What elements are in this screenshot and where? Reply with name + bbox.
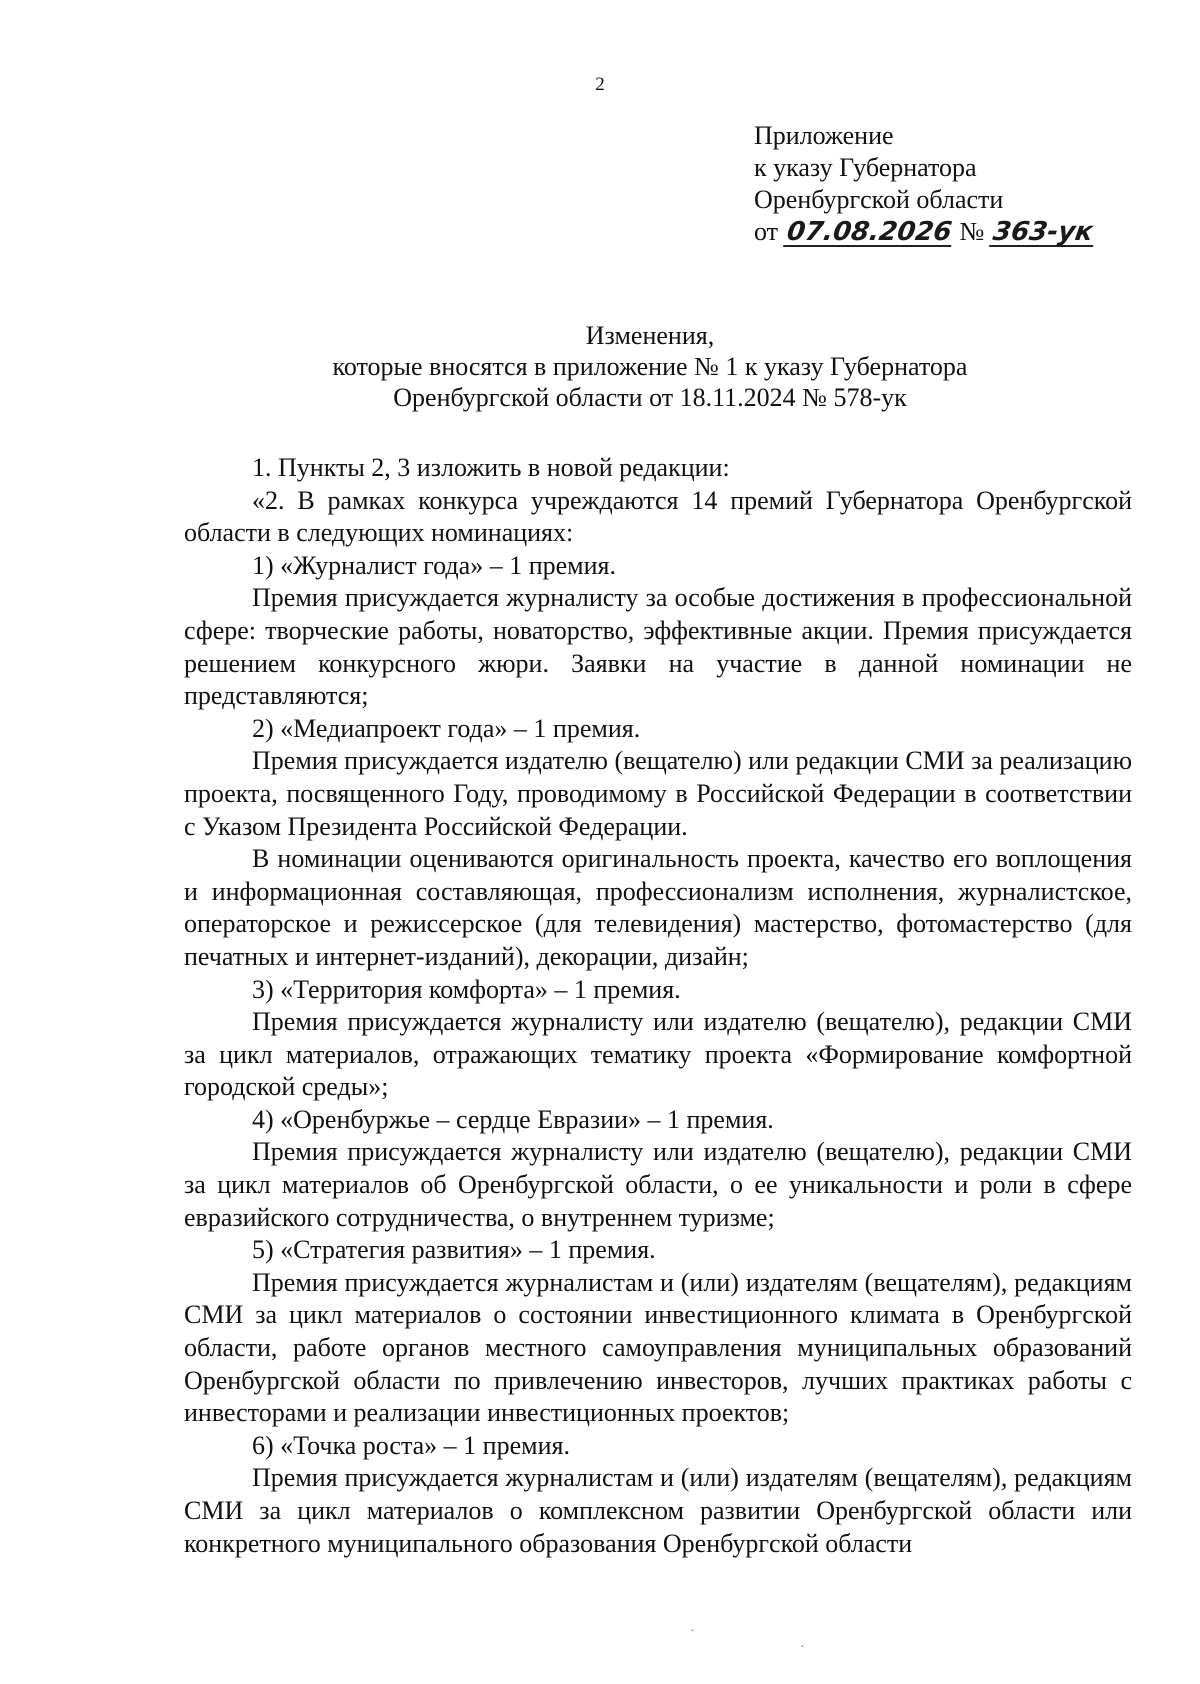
paragraph: 5) «Стратегия развития» – 1 премия. — [252, 1235, 656, 1265]
paragraph: Премия присуждается журналистам и (или) издателям (вещателям), редакциям СМИ за цикл материалов о состоянии инвестиционного климата в Оренбургской области, работе органов местного самоуправления муниципальных образований Оренбургской области по привлечению инвесторов, лучших практиках работы с инвесторами и реализации инвестиционных проектов; — [184, 1267, 1132, 1428]
scan-speck: ˊ — [690, 1628, 695, 1643]
document-title — [180, 320, 1120, 413]
paragraph: Премия присуждается журналисту или издателю (вещателю), редакции СМИ за цикл материалов об Оренбургской области, о ее уникальности и роли в сфере евразийского сотрудничества, о внутреннем туризме; — [184, 1137, 1132, 1232]
document-body — [184, 452, 1132, 1560]
paragraph: Премия присуждается журналисту или издателю (вещателю), редакции СМИ за цикл материалов, отражающих тематику проекта «Формирование комфортной городской среды»; — [184, 1007, 1132, 1102]
title-line-2: которые вносятся в приложение № 1 к указу Губернатора — [332, 352, 968, 381]
paragraph: Премия присуждается издателю (вещателю) или редакции СМИ за реализацию проекта, посвященного Году, проводимому в Российской Федерации в соответствии с Указом Президента Российской Федерации. — [184, 746, 1132, 841]
paragraph: 6) «Точка роста» – 1 премия. — [252, 1430, 570, 1460]
paragraph: 1. Пункты 2, 3 изложить в новой редакции: — [252, 453, 730, 482]
page-number: 2 — [595, 74, 605, 95]
appendix-date-line — [754, 216, 1095, 248]
number-prefix: № — [959, 217, 985, 246]
title-line-3: Оренбургской области от 18.11.2024 № 578-ук — [393, 383, 907, 412]
title-line-1: Изменения, — [585, 321, 715, 350]
paragraph: «2. В рамках конкурса учреждаются 14 премий Губернатора Оренбургской области в следующих номинациях: — [184, 485, 1132, 548]
scan-speck: · — [800, 1640, 805, 1655]
paragraph: 3) «Территория комфорта» – 1 премия. — [252, 974, 681, 1004]
appendix-line-1: Приложение — [754, 121, 894, 150]
paragraph: Премия присуждается журналисту за особые достижения в профессиональной сфере: творческие работы, новаторство, эффективные акции. Премия присуждается решением конкурсного жюри. Заявки на участие в данной номинации не представляются; — [184, 583, 1132, 711]
paragraph: 4) «Оренбуржье – сердце Евразии» – 1 премия. — [252, 1104, 774, 1134]
date-prefix: от — [754, 217, 779, 246]
paragraph: В номинации оцениваются оригинальность проекта, качество его воплощения и информационная составляющая, профессионализм исполнения, журналистское, операторское и режиссерское (для телевидения) мастерство, фотомастерство (для печатных и интернет-изданий), декорации, дизайн; — [184, 844, 1132, 971]
paragraph: 1) «Журналист года» – 1 премия. — [252, 550, 616, 580]
appendix-line-2: к указу Губернатора — [754, 153, 977, 182]
paragraph: 2) «Медиапроект года» – 1 премия. — [252, 713, 641, 743]
appendix-line-3: Оренбургской области — [754, 185, 1004, 214]
handwritten-date: 07.08.2026 — [784, 217, 954, 247]
paragraph: Премия присуждается журналистам и (или) издателям (вещателям), редакциям СМИ за цикл материалов о комплексном развитии Оренбургской области или конкретного муниципального образования Оренбургской области — [184, 1463, 1132, 1558]
handwritten-number: 363-ук — [990, 217, 1095, 247]
appendix-block — [754, 120, 1095, 248]
